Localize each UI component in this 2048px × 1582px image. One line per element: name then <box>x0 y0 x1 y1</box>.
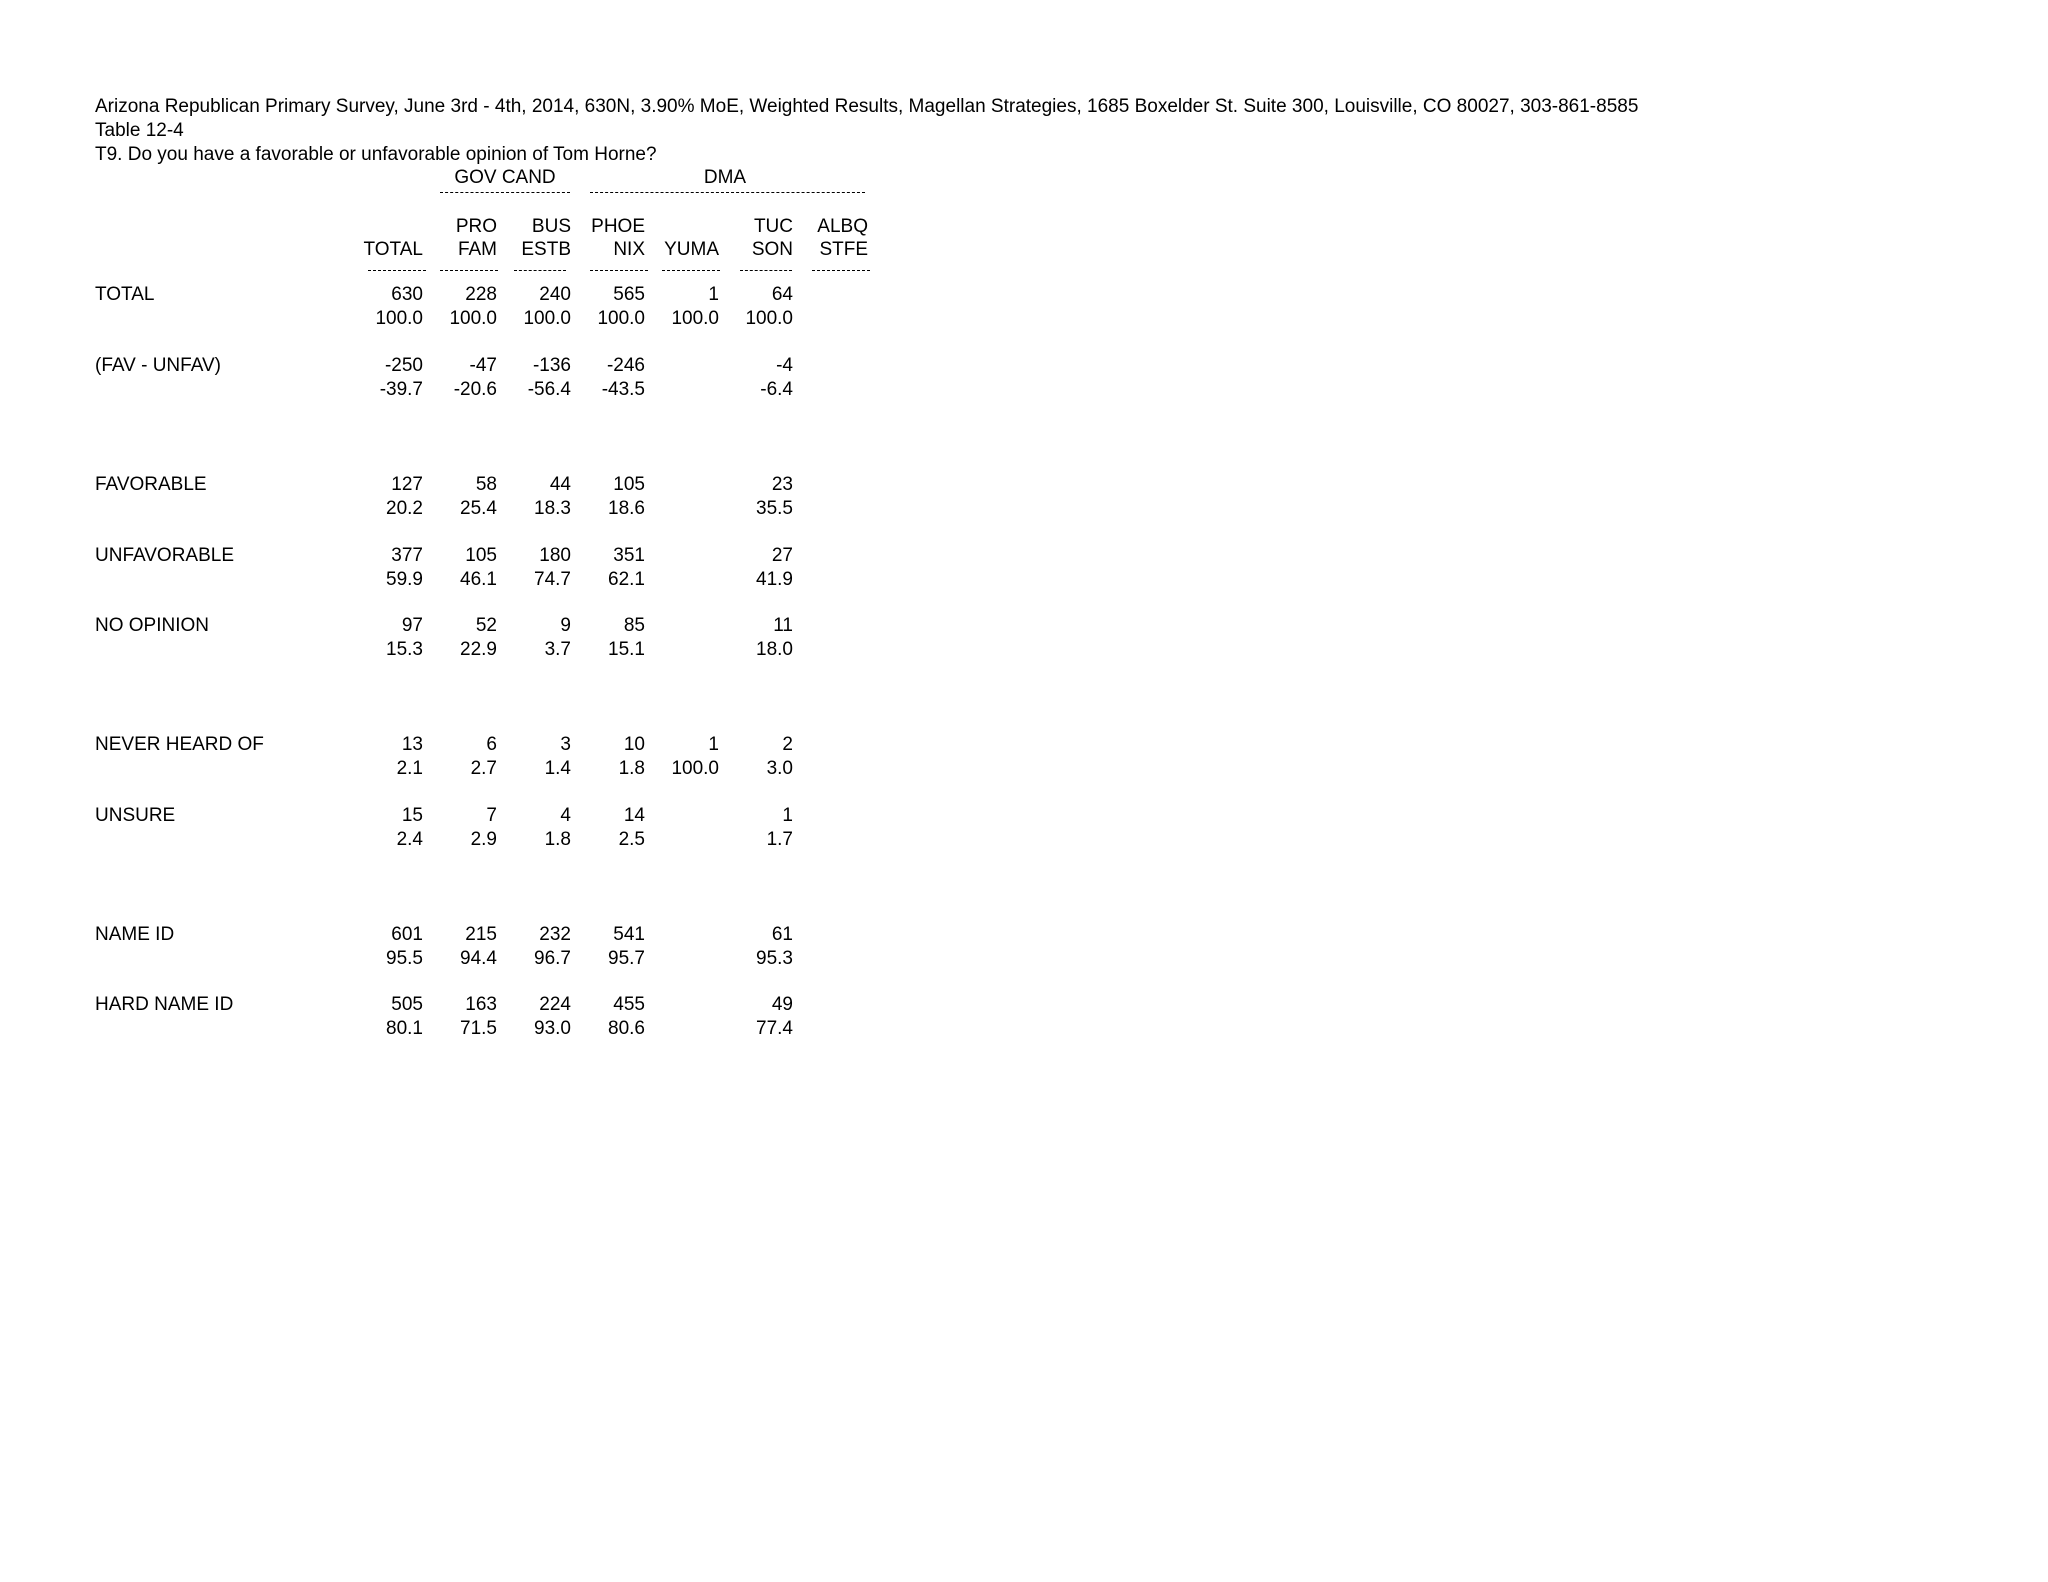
cell-percent: 96.7 <box>534 948 571 969</box>
cell-count: 97 <box>401 615 423 636</box>
cell-percent: 20.2 <box>386 498 423 519</box>
cell-percent: 18.3 <box>534 498 571 519</box>
cell-percent: 15.1 <box>608 639 645 660</box>
row-label-total: TOTAL <box>95 284 155 305</box>
cell-percent: 2.1 <box>396 758 423 779</box>
row-label-name-id: NAME ID <box>95 924 175 945</box>
cell-count: 541 <box>613 924 645 945</box>
cell-count: 49 <box>771 994 793 1015</box>
cell-percent: 46.1 <box>460 569 497 590</box>
cell-percent: -39.7 <box>379 379 423 400</box>
cell-percent: 100.0 <box>745 308 793 329</box>
column-header-top-profam: PRO <box>455 216 497 237</box>
column-rule-albqstfe <box>812 270 870 271</box>
cell-percent: 18.0 <box>756 639 793 660</box>
cell-count: 455 <box>613 994 645 1015</box>
cell-count: 180 <box>539 545 571 566</box>
cell-count: 224 <box>539 994 571 1015</box>
cell-count: 240 <box>539 284 571 305</box>
cell-count: 15 <box>401 805 423 826</box>
cell-count: 7 <box>486 805 497 826</box>
cell-percent: 3.0 <box>766 758 793 779</box>
cell-count: 565 <box>613 284 645 305</box>
cell-count: 1 <box>708 734 719 755</box>
cell-percent: 100.0 <box>671 308 719 329</box>
cell-count: 64 <box>771 284 793 305</box>
group-label-gov-cand: GOV CAND <box>454 167 556 188</box>
cell-count: 10 <box>623 734 645 755</box>
cell-percent: 25.4 <box>460 498 497 519</box>
cell-percent: 100.0 <box>449 308 497 329</box>
cell-percent: 2.7 <box>470 758 497 779</box>
cell-count: 6 <box>486 734 497 755</box>
column-header-bottom-yuma: YUMA <box>664 239 719 260</box>
cell-percent: 94.4 <box>460 948 497 969</box>
column-header-top-busestb: BUS <box>531 216 571 237</box>
cell-percent: 41.9 <box>756 569 793 590</box>
cell-count: -246 <box>606 355 645 376</box>
cell-count: 215 <box>465 924 497 945</box>
cell-percent: 95.5 <box>386 948 423 969</box>
cell-percent: 1.7 <box>766 829 793 850</box>
cell-percent: -20.6 <box>453 379 497 400</box>
cell-count: 44 <box>549 474 571 495</box>
cell-count: 505 <box>391 994 423 1015</box>
cell-count: 3 <box>560 734 571 755</box>
cell-percent: 100.0 <box>523 308 571 329</box>
cell-percent: -43.5 <box>601 379 645 400</box>
cell-count: 13 <box>401 734 423 755</box>
column-header-bottom-phoenix: NIX <box>613 239 645 260</box>
cell-count: 163 <box>465 994 497 1015</box>
cell-percent: 62.1 <box>608 569 645 590</box>
column-header-top-phoenix: PHOE <box>591 216 645 237</box>
cell-percent: 100.0 <box>671 758 719 779</box>
row-label-unfavorable: UNFAVORABLE <box>95 545 235 566</box>
cell-count: -250 <box>384 355 423 376</box>
cell-percent: -56.4 <box>527 379 571 400</box>
cell-percent: 74.7 <box>534 569 571 590</box>
row-label-favorable: FAVORABLE <box>95 474 207 495</box>
cell-count: -47 <box>469 355 497 376</box>
cell-count: 601 <box>391 924 423 945</box>
column-rule-profam <box>440 270 498 271</box>
column-header-bottom-profam: FAM <box>457 239 497 260</box>
table-number: Table 12-4 <box>95 120 184 141</box>
cell-percent: 95.7 <box>608 948 645 969</box>
column-rule-phoenix <box>590 270 648 271</box>
survey-header: Arizona Republican Primary Survey, June 3rd - 4th, 2014, 630N, 3.90% MoE, Weighted Results, Magellan Strategies, 1685 Boxelder St. Suite 300, Louisville, CO 80027, 303-861-8585 <box>95 96 1639 117</box>
column-header-bottom-busestb: ESTB <box>521 239 571 260</box>
cell-count: 58 <box>475 474 497 495</box>
cell-percent: 2.9 <box>470 829 497 850</box>
cell-percent: 15.3 <box>386 639 423 660</box>
cell-percent: 2.5 <box>618 829 645 850</box>
cell-count: 105 <box>465 545 497 566</box>
cell-count: 14 <box>623 805 645 826</box>
cell-count: 11 <box>773 615 793 636</box>
cell-count: 85 <box>623 615 645 636</box>
question-text: T9. Do you have a favorable or unfavorable opinion of Tom Horne? <box>95 144 657 165</box>
row-label-no-opinion: NO OPINION <box>95 615 210 636</box>
cell-percent: 35.5 <box>756 498 793 519</box>
column-header-bottom-total: TOTAL <box>363 239 423 260</box>
cell-count: 1 <box>708 284 719 305</box>
cell-percent: 100.0 <box>375 308 423 329</box>
group-rule-dma <box>590 192 865 193</box>
column-rule-total <box>368 270 426 271</box>
row-label-fav-unfav: (FAV - UNFAV) <box>95 355 221 376</box>
column-rule-busestb <box>514 270 566 271</box>
cell-count: 2 <box>782 734 793 755</box>
row-label-hard-name-id: HARD NAME ID <box>95 994 234 1015</box>
cell-percent: 1.8 <box>544 829 571 850</box>
cell-percent: 77.4 <box>756 1018 793 1039</box>
group-label-dma: DMA <box>703 167 747 188</box>
cell-count: 52 <box>475 615 497 636</box>
column-rule-yuma <box>662 270 720 271</box>
group-rule-gov-cand <box>440 192 570 193</box>
cell-percent: 95.3 <box>756 948 793 969</box>
cell-count: 1 <box>782 805 793 826</box>
column-header-bottom-albqstfe: STFE <box>819 239 868 260</box>
cell-count: 232 <box>539 924 571 945</box>
cell-percent: 80.1 <box>386 1018 423 1039</box>
cell-percent: 22.9 <box>460 639 497 660</box>
cell-percent: 93.0 <box>534 1018 571 1039</box>
row-label-never-heard-of: NEVER HEARD OF <box>95 734 264 755</box>
cell-percent: 80.6 <box>608 1018 645 1039</box>
cell-percent: 1.4 <box>544 758 571 779</box>
cell-count: 127 <box>391 474 423 495</box>
row-label-unsure: UNSURE <box>95 805 176 826</box>
column-rule-tucson <box>740 270 792 271</box>
cell-count: 377 <box>391 545 423 566</box>
column-header-top-tucson: TUC <box>753 216 793 237</box>
column-header-bottom-tucson: SON <box>751 239 793 260</box>
cell-count: 351 <box>613 545 645 566</box>
cell-count: 630 <box>391 284 423 305</box>
cell-percent: 100.0 <box>597 308 645 329</box>
cell-count: 27 <box>771 545 793 566</box>
cell-count: 9 <box>560 615 571 636</box>
cell-count: -4 <box>776 355 793 376</box>
cell-count: 105 <box>613 474 645 495</box>
cell-percent: 2.4 <box>396 829 423 850</box>
cell-percent: -6.4 <box>760 379 793 400</box>
cell-count: 228 <box>465 284 497 305</box>
cell-percent: 71.5 <box>460 1018 497 1039</box>
cell-percent: 3.7 <box>544 639 571 660</box>
column-header-top-albqstfe: ALBQ <box>817 216 868 237</box>
cell-count: 61 <box>771 924 793 945</box>
cell-count: 4 <box>560 805 571 826</box>
cell-percent: 18.6 <box>608 498 645 519</box>
cell-percent: 59.9 <box>386 569 423 590</box>
cell-count: 23 <box>771 474 793 495</box>
cell-count: -136 <box>532 355 571 376</box>
cell-percent: 1.8 <box>618 758 645 779</box>
